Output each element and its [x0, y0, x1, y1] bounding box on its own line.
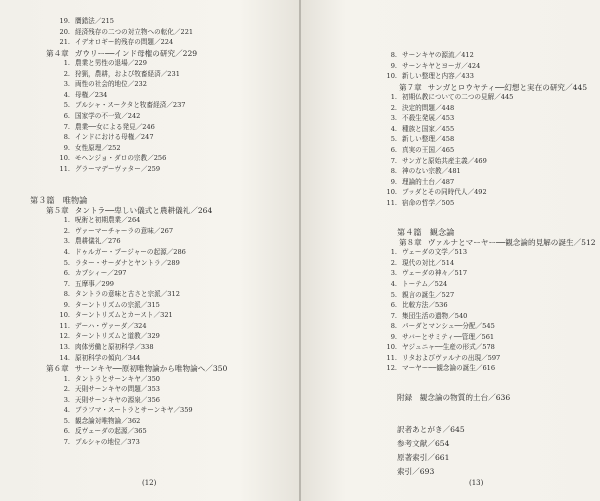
toc-item-title: ドゥルガー・プージャーの起源／286	[75, 248, 186, 256]
toc-item-title: ブルシャ・スークタと牧畜経済／237	[75, 101, 186, 110]
toc-item-title: 不殺生発展／453	[402, 114, 455, 123]
toc-item-title: サンガと原始共産主義／469	[402, 156, 487, 165]
toc-item-title: 種族と国家／455	[402, 124, 455, 133]
toc-item	[385, 105, 454, 112]
toc-item-title: ヤジュニャ──生産の形式／578	[402, 343, 495, 352]
toc-item	[58, 228, 173, 235]
toc-item	[385, 73, 474, 80]
toc-item-number: 12.	[59, 332, 70, 341]
toc-item	[385, 344, 495, 351]
toc-item-number: 7.	[63, 122, 70, 131]
toc-item-title: 観念論対唯物論／362	[75, 416, 141, 425]
toc-part-heading: 第４篇 観念論	[397, 227, 455, 238]
toc-item	[58, 166, 160, 173]
toc-item-number: 9.	[390, 332, 397, 341]
toc-item-title: サーンキヤとヨーガ／424	[402, 61, 481, 70]
toc-item	[58, 270, 127, 277]
left-page	[0, 0, 299, 501]
toc-item	[385, 136, 454, 143]
toc-item-number: 21.	[59, 38, 70, 47]
chapter-title: ガウリー──インド母権の研究／229	[74, 48, 198, 58]
toc-chapter-heading	[399, 84, 587, 92]
toc-item-title: ヴァーマーチャーラの意味／267	[75, 226, 174, 235]
toc-item-title: ターントリズムと道教／329	[75, 332, 160, 341]
toc-chapter-heading	[46, 365, 227, 373]
toc-item	[58, 113, 140, 120]
toc-item-number: 14.	[59, 353, 70, 362]
toc-item-title: 初期仏教についての二つの見解／445	[402, 93, 514, 102]
toc-item	[385, 94, 513, 101]
toc-item-number: 7.	[390, 156, 397, 165]
toc-item-title: タントラの意味と古さと宗派／312	[75, 290, 180, 299]
toc-item-number: 4.	[390, 124, 397, 133]
toc-item-number: 3.	[390, 269, 397, 278]
toc-item	[385, 260, 454, 267]
toc-item-title: パーダとマンシュ──分配／545	[402, 322, 495, 331]
toc-item-title: 親言の誕生／527	[402, 290, 455, 299]
toc-item	[58, 291, 180, 298]
toc-item	[385, 200, 454, 207]
chapter-title: サンガとロウヤティ──幻想と実在の研究／445	[427, 82, 588, 92]
toc-item	[58, 333, 160, 340]
toc-item	[58, 407, 193, 414]
toc-item	[58, 376, 160, 383]
toc-item-title: 天則サーンキヤの源泉／356	[75, 395, 160, 404]
toc-item-number: 11.	[59, 164, 70, 173]
toc-item-number: 4.	[390, 280, 397, 288]
toc-item-number: 2.	[390, 258, 397, 267]
toc-item-number: 5.	[63, 416, 70, 425]
toc-item-title: インドにおける母権／247	[75, 133, 154, 142]
toc-item-title: イデオロギー的残存の問題／224	[75, 38, 174, 47]
toc-item-number: 1.	[63, 216, 70, 225]
toc-item-title: 呪術と初期農業／264	[75, 216, 141, 225]
toc-item-title: モヘンジョ・ダロの宗教／256	[75, 154, 167, 163]
toc-item-title: トーテム／524	[402, 280, 448, 288]
toc-item-title: 五摩事／299	[75, 279, 114, 288]
toc-item-title: ヴェーダの文学／513	[402, 248, 468, 257]
toc-item-title: 狩猟，農耕，および牧畜経済／231	[75, 69, 180, 78]
toc-item-number: 8.	[390, 51, 397, 59]
toc-item-title: 宿命の哲学／505	[402, 198, 455, 207]
toc-item-number: 9.	[390, 177, 397, 186]
toc-item-title: デーハ・ヴァーダ／324	[75, 321, 147, 330]
toc-item-number: 7.	[390, 311, 397, 320]
left-toc	[0, 0, 299, 501]
toc-item	[385, 334, 494, 341]
toc-item-title: 真実の王国／465	[402, 145, 455, 154]
toc-item-number: 13.	[59, 342, 70, 351]
toc-item-title: リタおよびヴァルナの出現／597	[402, 353, 501, 362]
toc-item	[58, 102, 185, 109]
toc-item-number: 6.	[63, 111, 70, 120]
toc-item-title: 比較方法／536	[402, 301, 448, 310]
toc-item-title: マーヤー──観念論の誕生／616	[402, 364, 496, 373]
toc-item-number: 12.	[386, 364, 397, 373]
toc-item	[58, 39, 173, 46]
toc-item	[58, 323, 147, 330]
toc-item-title: 反ヴェーダの起源／365	[75, 427, 147, 436]
toc-item	[58, 428, 147, 435]
toc-item-title: 天則サーンキヤの問題／353	[75, 385, 160, 394]
toc-item-title: プルシャの地位／373	[75, 437, 140, 446]
chapter-label: 第７章	[399, 82, 422, 92]
toc-item-number: 10.	[59, 311, 70, 320]
toc-item-title: 贋錯法／215	[75, 17, 114, 25]
chapter-title: ヴァルナとマーヤー──観念論的見解の誕生／512	[427, 237, 596, 247]
toc-item	[58, 397, 160, 404]
toc-item-number: 1.	[63, 374, 70, 383]
toc-item-number: 9.	[63, 300, 70, 309]
toc-item	[58, 312, 173, 319]
toc-item	[385, 115, 454, 122]
toc-chapter-heading	[399, 239, 596, 247]
toc-item-title: 理論的土台／487	[402, 177, 455, 186]
toc-item-number: 8.	[390, 322, 397, 331]
toc-part-heading: 第３篇 唯物論	[30, 195, 88, 206]
toc-item-number: 5.	[390, 135, 397, 144]
toc-backmatter-item: 訳者あとがき／645	[397, 424, 465, 434]
toc-item-title: 原初科学の傾向／344	[75, 353, 141, 362]
toc-item-number: 10.	[59, 154, 70, 163]
toc-item-title: 国家学の不一致／242	[75, 111, 141, 120]
toc-item-number: 4.	[63, 248, 70, 256]
chapter-label: 第５章	[46, 205, 69, 215]
toc-item-title: ターントリズムの宗派／315	[75, 300, 160, 309]
toc-chapter-heading	[46, 207, 212, 215]
toc-item	[385, 189, 487, 196]
toc-item-number: 1.	[390, 248, 397, 257]
toc-item	[58, 260, 180, 267]
toc-item-number: 6.	[390, 145, 397, 154]
toc-item-number: 2.	[390, 103, 397, 112]
toc-item-number: 5.	[63, 101, 70, 110]
toc-item-number: 6.	[390, 301, 397, 310]
toc-item-number: 19.	[59, 17, 70, 25]
toc-item-number: 4.	[63, 406, 70, 415]
toc-item	[385, 158, 487, 165]
toc-item-title: タントラとサーンキヤ／350	[75, 374, 160, 383]
toc-item	[58, 439, 140, 446]
toc-item-number: 5.	[63, 258, 70, 267]
toc-item-number: 5.	[390, 290, 397, 299]
toc-item-number: 6.	[63, 427, 70, 436]
toc-item-number: 2.	[63, 385, 70, 394]
toc-item-title: ブラフマ・スートラとサーンキヤ／359	[75, 406, 193, 415]
toc-item	[58, 60, 147, 67]
toc-item	[385, 365, 495, 372]
toc-item-number: 3.	[63, 237, 70, 246]
toc-item-title: 母権／234	[75, 90, 108, 99]
toc-item-number: 6.	[63, 269, 70, 278]
toc-item-number: 7.	[63, 279, 70, 288]
right-page	[301, 0, 600, 501]
toc-item-number: 11.	[386, 353, 397, 362]
toc-item	[58, 145, 121, 152]
toc-item-title: 集団生活の遺物／540	[402, 311, 468, 320]
toc-item-number: 2.	[63, 226, 70, 235]
toc-item-title: 新しい整理と内容／433	[402, 72, 474, 81]
toc-item	[385, 52, 474, 59]
toc-item	[58, 249, 186, 256]
toc-item	[58, 344, 154, 351]
toc-item-number: 2.	[63, 69, 70, 78]
toc-item	[385, 249, 467, 256]
toc-item-title: 経済残存の二つの対立物への転化／221	[75, 27, 194, 36]
left-page-number: (12)	[142, 479, 157, 487]
toc-appendix: 附録 観念論の物質的土台／636	[397, 392, 511, 402]
toc-item-number: 10.	[386, 188, 397, 197]
toc-item-title: ターントリズムとカースト／321	[75, 311, 173, 320]
toc-item	[58, 155, 166, 162]
toc-item-title: 現代の対比／514	[402, 258, 455, 267]
chapter-title: サーンキヤ──原初唯物論から唯物論へ／350	[74, 364, 228, 374]
toc-item	[385, 168, 461, 175]
toc-backmatter-item: 参考文献／654	[397, 438, 450, 448]
toc-item-title: サーンキヤの源流／412	[402, 51, 474, 59]
toc-item-number: 4.	[63, 90, 70, 99]
toc-item	[385, 292, 454, 299]
toc-item-title: カプシィー／297	[75, 269, 127, 278]
toc-item	[58, 134, 154, 141]
toc-item-title: 女性原理／252	[75, 143, 121, 152]
toc-item-number: 3.	[390, 114, 397, 123]
toc-item	[58, 29, 193, 36]
right-toc	[301, 0, 600, 501]
toc-item-number: 9.	[390, 61, 397, 70]
chapter-label: 第６章	[46, 364, 69, 374]
toc-item-number: 11.	[59, 321, 70, 330]
toc-item	[58, 217, 140, 224]
toc-item	[385, 355, 500, 362]
chapter-label: 第４章	[46, 48, 69, 58]
toc-item-number: 1.	[390, 93, 397, 102]
chapter-title: タントラ──卑しい儀式と農耕儀礼／264	[74, 205, 213, 215]
toc-item-number: 3.	[63, 80, 70, 89]
toc-item	[385, 323, 495, 330]
toc-item-number: 3.	[63, 395, 70, 404]
toc-item-title: ブッダとその同時代人／492	[402, 188, 487, 197]
toc-item	[385, 281, 447, 288]
toc-item-title: 両性の社会的地位／232	[75, 80, 147, 89]
toc-item-title: 農耕儀礼／276	[75, 237, 121, 246]
toc-item-title: ラター・サーダナとヤントラ／289	[75, 258, 180, 267]
toc-item	[58, 386, 160, 393]
toc-backmatter-item: 原著索引／661	[397, 452, 450, 462]
toc-item-number: 8.	[63, 133, 70, 142]
toc-item	[58, 92, 107, 99]
toc-item	[385, 179, 454, 186]
toc-item	[385, 147, 454, 154]
toc-item-title: 神のない宗教／481	[402, 167, 461, 176]
toc-item-title: ヴェーダの神々／517	[402, 269, 468, 278]
toc-item	[58, 18, 114, 25]
toc-item	[58, 281, 114, 288]
toc-item-number: 20.	[59, 27, 70, 36]
toc-item-number: 8.	[390, 167, 397, 176]
toc-item-number: 11.	[386, 198, 397, 207]
toc-item-title: 農業──女による発見／246	[75, 122, 155, 131]
toc-item-title: 新しい整理／458	[402, 135, 455, 144]
toc-item	[58, 418, 140, 425]
toc-item-title: サバーとサミティ──管理／561	[402, 332, 495, 341]
toc-item	[58, 124, 155, 131]
toc-item	[385, 63, 480, 70]
toc-item	[58, 81, 147, 88]
toc-item-title: グラーマデーヴァター／259	[75, 164, 161, 173]
toc-item	[58, 302, 160, 309]
chapter-label: 第８章	[399, 237, 422, 247]
toc-item-number: 8.	[63, 290, 70, 299]
toc-item-number: 9.	[63, 143, 70, 152]
toc-item-title: 決定的問題／448	[402, 103, 455, 112]
toc-item	[58, 355, 140, 362]
toc-item	[385, 302, 448, 309]
toc-backmatter-item: 索引／693	[397, 466, 435, 476]
toc-item	[58, 71, 180, 78]
toc-item	[385, 270, 467, 277]
toc-item-number: 7.	[63, 437, 70, 446]
toc-item-number: 10.	[386, 343, 397, 352]
toc-item	[58, 238, 121, 245]
toc-item-number: 1.	[63, 59, 70, 68]
toc-item-title: 肉体労働と原初科学／338	[75, 342, 154, 351]
toc-item-number: 10.	[386, 72, 397, 81]
right-page-number: (13)	[469, 479, 484, 487]
toc-item-title: 農業と男性の退場／229	[75, 59, 147, 68]
toc-chapter-heading	[46, 50, 197, 58]
toc-item	[385, 126, 454, 133]
toc-item	[385, 313, 467, 320]
